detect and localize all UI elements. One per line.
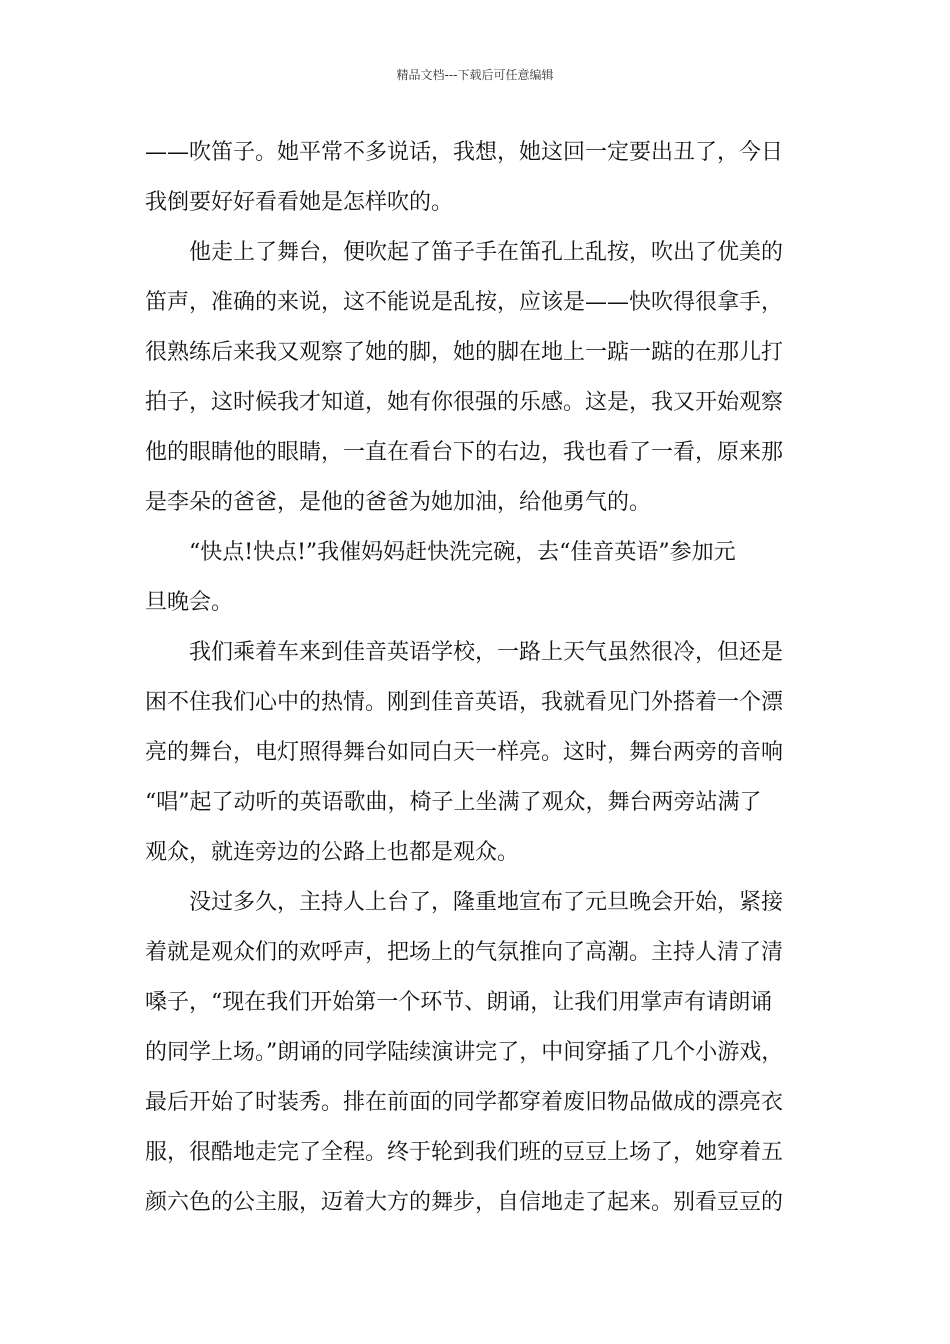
paragraph-first-line: 他走上了舞台，便吹起了笛子手在笛孔上乱按，吹出了优美的 — [189, 240, 784, 265]
document-body — [145, 128, 820, 1228]
text-line: 拍子，这时候我才知道，她有你很强的乐感。这是，我又开始观察 — [145, 390, 784, 415]
page-header: 精品文档---下载后可任意编辑 — [396, 68, 554, 82]
text-line: 很熟练后来我又观察了她的脚，她的脚在地上一踮一踮的在那儿打 — [145, 340, 784, 365]
text-line: 是李朵的爸爸，是他的爸爸为她加油，给他勇气的。 — [145, 490, 652, 515]
text-line: 旦晚会。 — [145, 590, 234, 615]
text-line: 笛声，准确的来说，这不能说是乱按，应该是——快吹得很拿手， — [145, 290, 784, 315]
paragraph-first-line: “快点!快点!”我催妈妈赶快洗完碗，去“佳音英语”参加元 — [189, 540, 736, 565]
text-line: 我倒要好好看看她是怎样吹的。 — [145, 190, 454, 215]
text-line: 服，很酷地走完了全程。终于轮到我们班的豆豆上场了，她穿着五 — [145, 1140, 784, 1165]
text-line: 亮的舞台，电灯照得舞台如同白天一样亮。这时，舞台两旁的音响 — [145, 740, 784, 765]
paragraph-first-line: 我们乘着车来到佳音英语学校，一路上天气虽然很冷，但还是 — [189, 640, 784, 665]
text-line: 他的眼睛他的眼睛，一直在看台下的右边，我也看了一看，原来那 — [145, 440, 784, 465]
paragraph-first-line: 没过多久，主持人上台了，隆重地宣布了元旦晚会开始，紧接 — [189, 890, 784, 915]
text-line: 嗓子，“现在我们开始第一个环节、朗诵，让我们用掌声有请朗诵 — [145, 990, 773, 1015]
text-line: 颜六色的公主服，迈着大方的舞步，自信地走了起来。别看豆豆的 — [145, 1190, 784, 1215]
text-line: 观众，就连旁边的公路上也都是观众。 — [145, 840, 520, 865]
text-line: ——吹笛子。她平常不多说话，我想，她这回一定要出丑了，今日 — [145, 140, 784, 165]
text-line: 的同学上场。”朗诵的同学陆续演讲完了，中间穿插了几个小游戏， — [145, 1040, 784, 1065]
text-line: “唱”起了动听的英语歌曲，椅子上坐满了观众，舞台两旁站满了 — [145, 790, 762, 815]
text-line: 着就是观众们的欢呼声，把场上的气氛推向了高潮。主持人清了清 — [145, 940, 784, 965]
text-line: 最后开始了时装秀。排在前面的同学都穿着废旧物品做成的漂亮衣 — [145, 1090, 784, 1115]
text-line: 困不住我们心中的热情。刚到佳音英语，我就看见门外搭着一个漂 — [145, 690, 784, 715]
